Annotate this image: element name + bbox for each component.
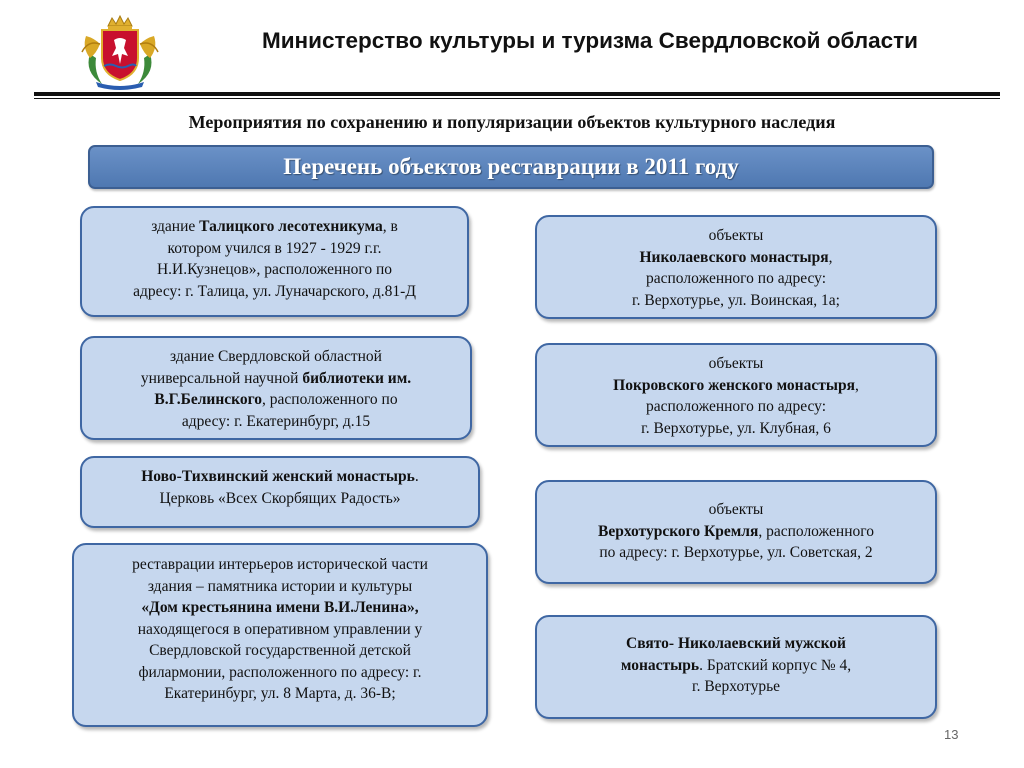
box-line: Свято- Николаевский мужской bbox=[626, 635, 846, 652]
header-divider-thick bbox=[34, 92, 1000, 96]
box-line: Покровского женского монастыря, bbox=[613, 376, 859, 394]
sverdlovsk-coat-of-arms-icon bbox=[78, 14, 162, 90]
object-box-pokrovsky-monastery bbox=[535, 343, 937, 447]
object-box-novo-tikhvin bbox=[80, 456, 480, 528]
box-line: «Дом крестьянина имени В.И.Ленина», bbox=[141, 599, 419, 616]
object-box-verkhoturye-kremlin bbox=[535, 480, 937, 584]
box-line: Ново-Тихвинский женский монастырь. bbox=[141, 468, 419, 485]
box-line: здание Талицкого лесотехникума, в bbox=[151, 218, 398, 235]
box-line: г. Верхотурье, ул. Воинская, 1а; bbox=[632, 291, 840, 309]
box-line: филармонии, расположенного по адресу: г. bbox=[138, 663, 422, 681]
box-line: котором учился в 1927 - 1929 г.г. bbox=[167, 239, 382, 257]
object-box-belinsky-library bbox=[80, 336, 472, 440]
object-box-nikolaevsky-monastery bbox=[535, 215, 937, 319]
box-line: Николаевского монастыря, bbox=[639, 248, 833, 266]
object-box-svyato-nikolaevsky bbox=[535, 615, 937, 719]
header-divider-thin bbox=[34, 98, 1000, 99]
box-line: универсальной научной библиотеки им. bbox=[140, 369, 412, 387]
box-line: Екатеринбург, ул. 8 Марта, д. 36-В; bbox=[164, 685, 396, 702]
box-line: адресу: г. Екатеринбург, д.15 bbox=[181, 412, 371, 430]
box-line: по адресу: г. Верхотурье, ул. Советская, 2 bbox=[599, 544, 873, 561]
box-line: объекты bbox=[708, 227, 764, 244]
ministry-title: Министерство культуры и туризма Свердловской области bbox=[261, 28, 918, 53]
box-line: расположенного по адресу: bbox=[646, 398, 826, 415]
box-line: объекты bbox=[708, 355, 764, 372]
box-line: здания – памятника истории и культуры bbox=[147, 577, 413, 595]
box-line: Свердловской государственной детской bbox=[149, 642, 411, 659]
box-line: В.Г.Белинского, расположенного по bbox=[154, 391, 398, 408]
coat-of-arms-logo bbox=[78, 14, 162, 90]
box-line: объекты bbox=[708, 501, 764, 518]
object-box-lenin-house bbox=[72, 543, 488, 727]
box-line: адресу: г. Талица, ул. Луначарского, д.81-Д bbox=[133, 282, 416, 300]
list-banner: Перечень объектов реставрации в 2011 году bbox=[88, 145, 934, 189]
box-line: расположенного по адресу: bbox=[646, 270, 826, 287]
box-line: монастырь. Братский корпус № 4, bbox=[620, 656, 852, 674]
box-line: г. Верхотурье bbox=[691, 678, 781, 695]
section-subtitle: Мероприятия по сохранению и популяризации объектов культурного наследия bbox=[188, 112, 836, 132]
object-box-talitsa bbox=[80, 206, 469, 317]
page-number: 13 bbox=[944, 727, 959, 742]
box-line: здание Свердловской областной bbox=[170, 348, 382, 365]
box-line: реставрации интерьеров исторической части bbox=[132, 556, 428, 573]
box-line: находящегося в оперативном управлении у bbox=[137, 620, 423, 638]
box-line: г. Верхотурье, ул. Клубная, 6 bbox=[641, 419, 831, 437]
box-line: Верхотурского Кремля, расположенного bbox=[598, 522, 874, 540]
box-line: Церковь «Всех Скорбящих Радость» bbox=[159, 489, 401, 507]
box-line: Н.И.Кузнецов», расположенного по bbox=[156, 261, 393, 278]
